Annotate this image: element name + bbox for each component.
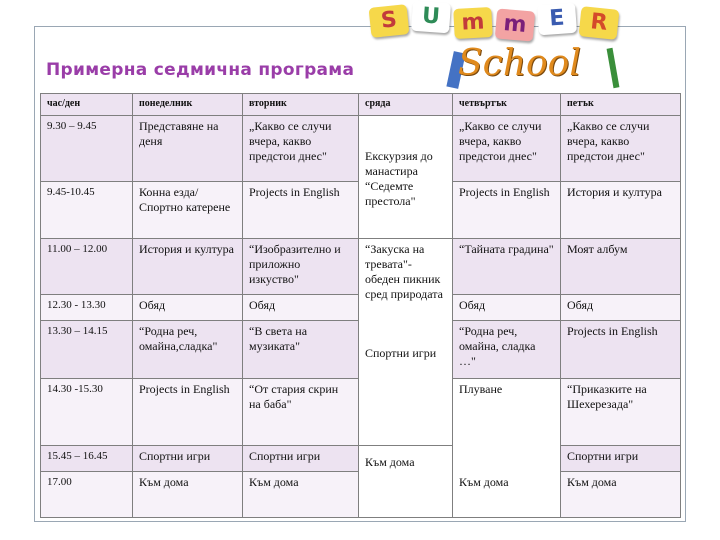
- spacer: [365, 119, 446, 149]
- header-tuesday: вторник: [243, 94, 359, 116]
- wednesday-snack-text: “Закуска на тревата"-обеден пикник сред природата: [365, 241, 443, 301]
- header-thursday: четвъртък: [453, 94, 561, 116]
- friday-cell: Към дома: [561, 471, 681, 517]
- monday-cell: Представяне на деня: [133, 116, 243, 182]
- header-row: [41, 94, 681, 116]
- friday-cell: Projects in English: [561, 321, 681, 379]
- wednesday-afternoon-cell: [359, 238, 453, 445]
- monday-cell: Към дома: [133, 471, 243, 517]
- time-cell: 9.30 – 9.45: [41, 116, 133, 182]
- header-wednesday: сряда: [359, 94, 453, 116]
- header-time-day: час/ден: [41, 94, 133, 116]
- logo-letter-e: E: [537, 3, 577, 36]
- thursday-cell: Обяд: [453, 294, 561, 320]
- tuesday-cell: Спортни игри: [243, 445, 359, 471]
- table-row: [41, 238, 681, 294]
- monday-cell: “Родна реч, омайна,сладка": [133, 321, 243, 379]
- friday-cell: Обяд: [561, 294, 681, 320]
- monday-cell: Спортни игри: [133, 445, 243, 471]
- thursday-cell: “Родна реч, омайна, сладка …": [453, 321, 561, 379]
- tuesday-cell: “От стария скрин на баба": [243, 379, 359, 445]
- header-friday: петък: [561, 94, 681, 116]
- tuesday-cell: Projects in English: [243, 182, 359, 238]
- spacer: [365, 302, 446, 346]
- time-cell: 17.00: [41, 471, 133, 517]
- friday-cell: “Приказките на Шехерезада": [561, 379, 681, 445]
- friday-cell: „Какво се случи вчера, какво предстои днес": [561, 116, 681, 182]
- time-cell: 13.30 – 14.15: [41, 321, 133, 379]
- monday-cell: Конна езда/Спортно катерене: [133, 182, 243, 238]
- header-monday: понеделник: [133, 94, 243, 116]
- time-cell: 15.45 – 16.45: [41, 445, 133, 471]
- time-cell: 14.30 -15.30: [41, 379, 133, 445]
- spacer: [459, 397, 554, 475]
- wednesday-home-cell: [359, 445, 453, 517]
- thursday-cell: „Какво се случи вчера, какво предстои днес": [453, 116, 561, 182]
- table-row: [41, 116, 681, 182]
- wednesday-home-text: Към дома: [365, 454, 415, 469]
- thursday-afternoon-cell: [453, 379, 561, 518]
- tuesday-cell: Към дома: [243, 471, 359, 517]
- wednesday-excursion-text: Екскурзия до манастира “Седемте престола": [365, 149, 433, 209]
- tuesday-cell: „Какво се случи вчера, какво предстои днес": [243, 116, 359, 182]
- friday-cell: Спортни игри: [561, 445, 681, 471]
- logo-letter-m1: m: [453, 7, 493, 39]
- time-cell: 12.30 - 13.30: [41, 294, 133, 320]
- time-cell: 9.45-10.45: [41, 182, 133, 238]
- time-cell: 11.00 – 12.00: [41, 238, 133, 294]
- thursday-cell: “Тайната градина": [453, 238, 561, 294]
- logo-letter-m2: m: [495, 8, 535, 41]
- thursday-home-text: Към дома: [459, 475, 509, 490]
- monday-cell: Обяд: [133, 294, 243, 320]
- thursday-swim-text: Плуване: [459, 382, 503, 397]
- logo-letter-s: S: [369, 4, 410, 38]
- logo-green-bar: [607, 48, 620, 88]
- page-title: Примерна седмична програма: [46, 60, 355, 80]
- friday-cell: История и култура: [561, 182, 681, 238]
- wednesday-sports-text: Спортни игри: [365, 345, 437, 360]
- summer-school-logo: [360, 0, 650, 95]
- wednesday-excursion-cell: [359, 116, 453, 239]
- weekly-schedule-table: [40, 93, 681, 518]
- tuesday-cell: Обяд: [243, 294, 359, 320]
- tuesday-cell: “В света на музиката": [243, 321, 359, 379]
- logo-letter-u: U: [411, 1, 451, 34]
- thursday-cell: Projects in English: [453, 182, 561, 238]
- table-row: [41, 445, 681, 471]
- logo-letter-r: R: [579, 6, 620, 40]
- monday-cell: Projects in English: [133, 379, 243, 445]
- monday-cell: История и култура: [133, 238, 243, 294]
- tuesday-cell: “Изобразително и приложно изкуство": [243, 238, 359, 294]
- friday-cell: Моят албум: [561, 238, 681, 294]
- logo-school-word: School: [458, 43, 581, 84]
